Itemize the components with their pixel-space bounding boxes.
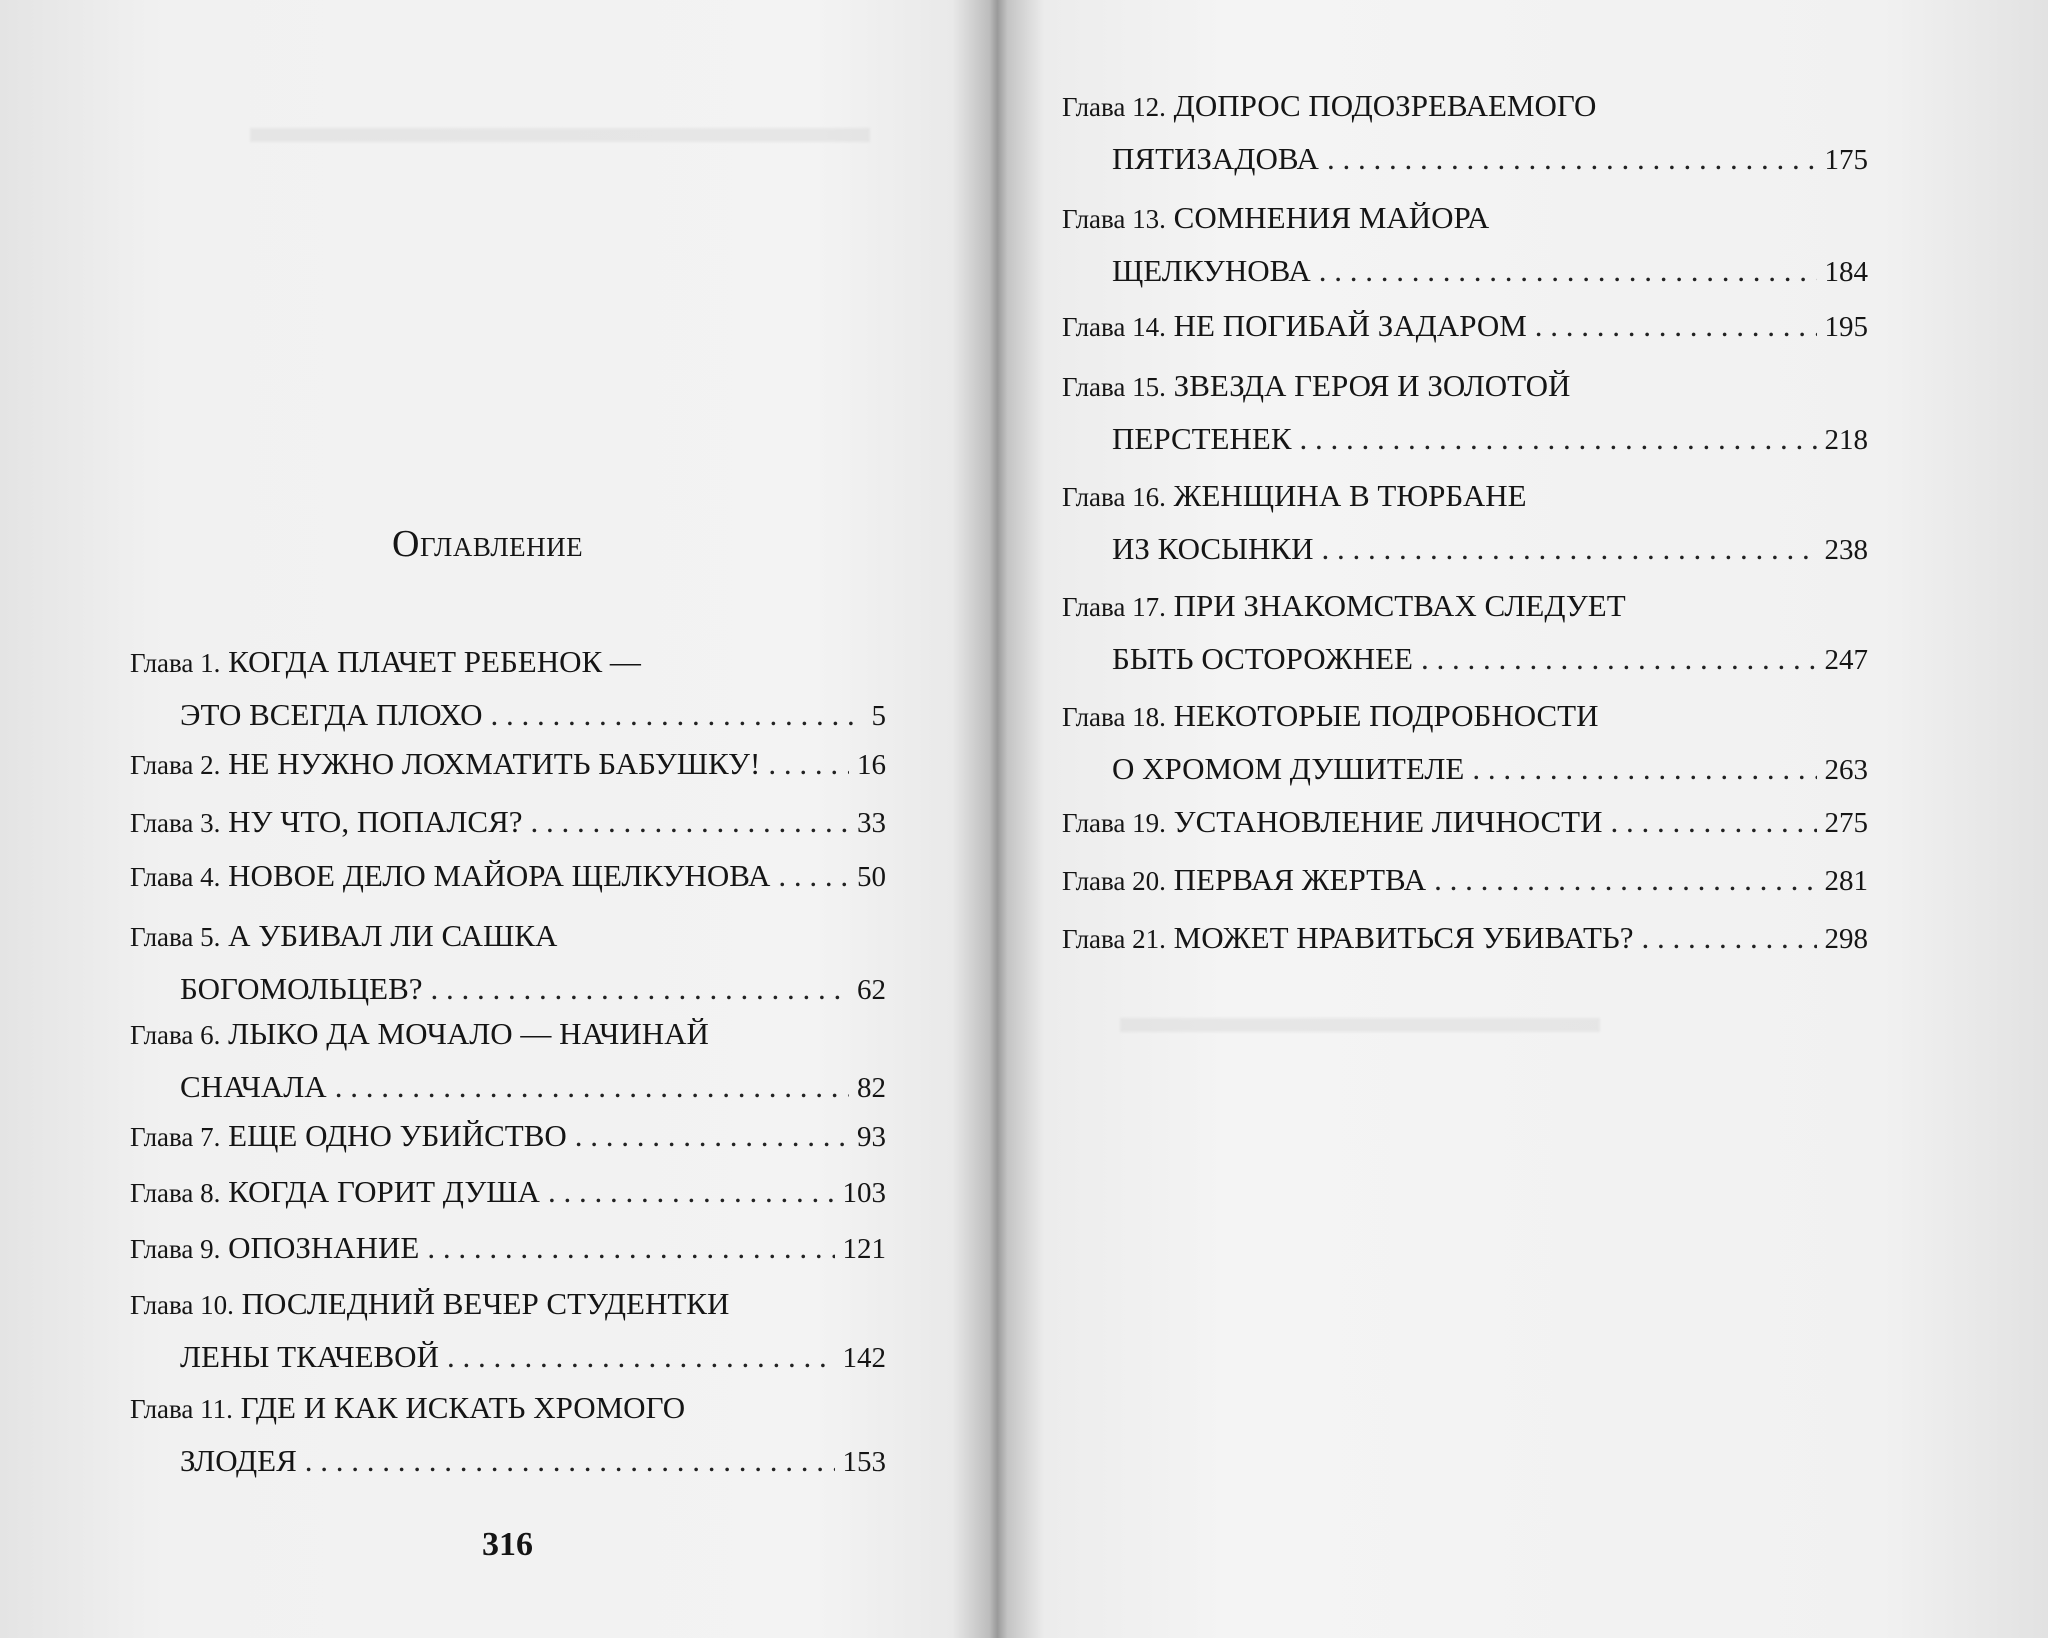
chapter-title-cont: ПЯТИЗАДОВА: [1112, 141, 1319, 176]
toc-entry: [130, 636, 886, 742]
toc-entry: [1062, 854, 1868, 907]
chapter-title: ОПОЗНАНИЕ: [228, 1230, 420, 1265]
chapter-title: ГДЕ И КАК ИСКАТЬ ХРОМОГО: [240, 1390, 686, 1425]
toc-entry: [1062, 80, 1868, 186]
chapter-title: КОГДА ПЛАЧЕТ РЕБЕНОК —: [228, 644, 641, 679]
page-number: 82: [857, 1072, 886, 1104]
toc-entry: [130, 796, 886, 849]
chapter-title: ПЕРВАЯ ЖЕРТВА: [1173, 862, 1427, 897]
toc-entry: [1062, 192, 1868, 298]
chapter-title: ЕЩЕ ОДНО УБИЙСТВО: [228, 1118, 567, 1153]
chapter-number: Глава 9.: [130, 1234, 221, 1264]
chapter-title-cont: ЛЕНЫ ТКАЧЕВОЙ: [180, 1339, 439, 1374]
page-number: 263: [1824, 754, 1868, 786]
page-number: 142: [842, 1342, 886, 1374]
chapter-number: Глава 21.: [1062, 924, 1166, 954]
page-number: 33: [857, 807, 886, 839]
toc-entry: [130, 1008, 886, 1114]
dot-leader: [1641, 912, 1816, 964]
chapter-number: Глава 20.: [1062, 866, 1166, 896]
dot-leader: [531, 796, 849, 848]
chapter-title: ДОПРОС ПОДОЗРЕВАЕМОГО: [1173, 88, 1597, 123]
page-number: 50: [857, 861, 886, 893]
chapter-title: НЕКОТОРЫЕ ПОДРОБНОСТИ: [1173, 698, 1599, 733]
dot-leader: [1327, 133, 1817, 185]
toc-entry: [1062, 912, 1868, 965]
chapter-number: Глава 4.: [130, 862, 221, 892]
chapter-title: ПРИ ЗНАКОМСТВАХ СЛЕДУЕТ: [1173, 588, 1626, 623]
page-number: 195: [1824, 311, 1868, 343]
chapter-title-cont: О ХРОМОМ ДУШИТЕЛЕ: [1112, 751, 1465, 786]
chapter-number: Глава 12.: [1062, 92, 1166, 122]
page-number: 247: [1824, 644, 1868, 676]
chapter-number: Глава 3.: [130, 808, 221, 838]
chapter-number: Глава 7.: [130, 1122, 221, 1152]
toc-entry: [130, 850, 886, 903]
chapter-number: Глава 11.: [130, 1394, 233, 1424]
chapter-title-cont: ПЕРСТЕНЕК: [1112, 421, 1292, 456]
chapter-title: УСТАНОВЛЕНИЕ ЛИЧНОСТИ: [1173, 804, 1603, 839]
toc-entry: [1062, 360, 1868, 466]
chapter-number: Глава 13.: [1062, 204, 1166, 234]
chapter-number: Глава 18.: [1062, 702, 1166, 732]
chapter-title-cont: БОГОМОЛЬЦЕВ?: [180, 971, 423, 1006]
chapter-number: Глава 17.: [1062, 592, 1166, 622]
chapter-title-cont: ИЗ КОСЫНКИ: [1112, 531, 1314, 566]
dot-leader: [427, 1222, 834, 1274]
dot-leader: [778, 850, 849, 902]
toc-entry: [1062, 470, 1868, 576]
chapter-number: Глава 15.: [1062, 372, 1166, 402]
chapter-number: Глава 6.: [130, 1020, 221, 1050]
chapter-title: МОЖЕТ НРАВИТЬСЯ УБИВАТЬ?: [1173, 920, 1634, 955]
dot-leader: [768, 738, 849, 790]
chapter-title: КОГДА ГОРИТ ДУША: [228, 1174, 540, 1209]
chapter-number: Глава 2.: [130, 750, 221, 780]
chapter-number: Глава 5.: [130, 922, 221, 952]
dot-leader: [490, 689, 863, 741]
toc-entry: [130, 1222, 886, 1275]
toc-entry: [130, 1278, 886, 1384]
dot-leader: [305, 1435, 835, 1487]
page-number: 121: [842, 1233, 886, 1265]
dot-leader: [1535, 300, 1817, 352]
chapter-title: А УБИВАЛ ЛИ САШКА: [228, 918, 558, 953]
chapter-title: НЕ НУЖНО ЛОХМАТИТЬ БАБУШКУ!: [228, 746, 761, 781]
toc-entry: [130, 738, 886, 791]
page-number: 275: [1824, 807, 1868, 839]
toc-entry: [1062, 796, 1868, 849]
toc-entry: [130, 910, 886, 1016]
dot-leader: [1322, 523, 1817, 575]
chapter-title: ЗВЕЗДА ГЕРОЯ И ЗОЛОТОЙ: [1173, 368, 1571, 403]
toc-entry: [130, 1110, 886, 1163]
page-number: 175: [1824, 144, 1868, 176]
chapter-title: ЖЕНЩИНА В ТЮРБАНЕ: [1173, 478, 1527, 513]
chapter-number: Глава 16.: [1062, 482, 1166, 512]
dot-leader: [1610, 796, 1816, 848]
page-number: 153: [842, 1446, 886, 1478]
toc-title: Оглавление: [392, 523, 584, 565]
page-number: 281: [1824, 865, 1868, 897]
chapter-title-cont: ЭТО ВСЕГДА ПЛОХО: [180, 697, 483, 732]
chapter-number: Глава 8.: [130, 1178, 221, 1208]
page-number: 218: [1824, 424, 1868, 456]
chapter-title: ПОСЛЕДНИЙ ВЕЧЕР СТУДЕНТКИ: [241, 1286, 730, 1321]
toc-entry: [1062, 690, 1868, 796]
dot-leader: [335, 1061, 849, 1113]
dot-leader: [575, 1110, 849, 1162]
page-number: 16: [857, 749, 886, 781]
toc-entry: [1062, 300, 1868, 353]
dot-leader: [447, 1331, 835, 1383]
chapter-number: Глава 1.: [130, 648, 221, 678]
left-page: [0, 0, 990, 1638]
page-number: 62: [857, 974, 886, 1006]
chapter-title-cont: СНАЧАЛА: [180, 1069, 327, 1104]
chapter-title-cont: ЗЛОДЕЯ: [180, 1443, 297, 1478]
page-number: 103: [842, 1177, 886, 1209]
chapter-title: НОВОЕ ДЕЛО МАЙОРА ЩЕЛКУНОВА: [228, 858, 771, 893]
dot-leader: [1472, 743, 1816, 795]
page-number: 298: [1824, 923, 1868, 955]
chapter-title-cont: БЫТЬ ОСТОРОЖНЕЕ: [1112, 641, 1413, 676]
dot-leader: [1434, 854, 1816, 906]
dot-leader: [1319, 245, 1817, 297]
chapter-title: НУ ЧТО, ПОПАЛСЯ?: [228, 804, 523, 839]
chapter-number: Глава 10.: [130, 1290, 234, 1320]
toc-entry: [130, 1382, 886, 1488]
chapter-number: Глава 19.: [1062, 808, 1166, 838]
page-number: 238: [1824, 534, 1868, 566]
dot-leader: [548, 1166, 835, 1218]
page-number: 93: [857, 1121, 886, 1153]
toc-entry: [1062, 580, 1868, 686]
dot-leader: [1421, 633, 1817, 685]
page-number: 5: [871, 700, 886, 732]
page-number: 184: [1824, 256, 1868, 288]
dot-leader: [1300, 413, 1817, 465]
chapter-title: СОМНЕНИЯ МАЙОРА: [1173, 200, 1490, 235]
chapter-title: ЛЫКО ДА МОЧАЛО — НАЧИНАЙ: [228, 1016, 709, 1051]
page-folio: 316: [482, 1526, 533, 1563]
chapter-title-cont: ЩЕЛКУНОВА: [1112, 253, 1311, 288]
chapter-title: НЕ ПОГИБАЙ ЗАДАРОМ: [1173, 308, 1527, 343]
toc-entry: [130, 1166, 886, 1219]
chapter-number: Глава 14.: [1062, 312, 1166, 342]
